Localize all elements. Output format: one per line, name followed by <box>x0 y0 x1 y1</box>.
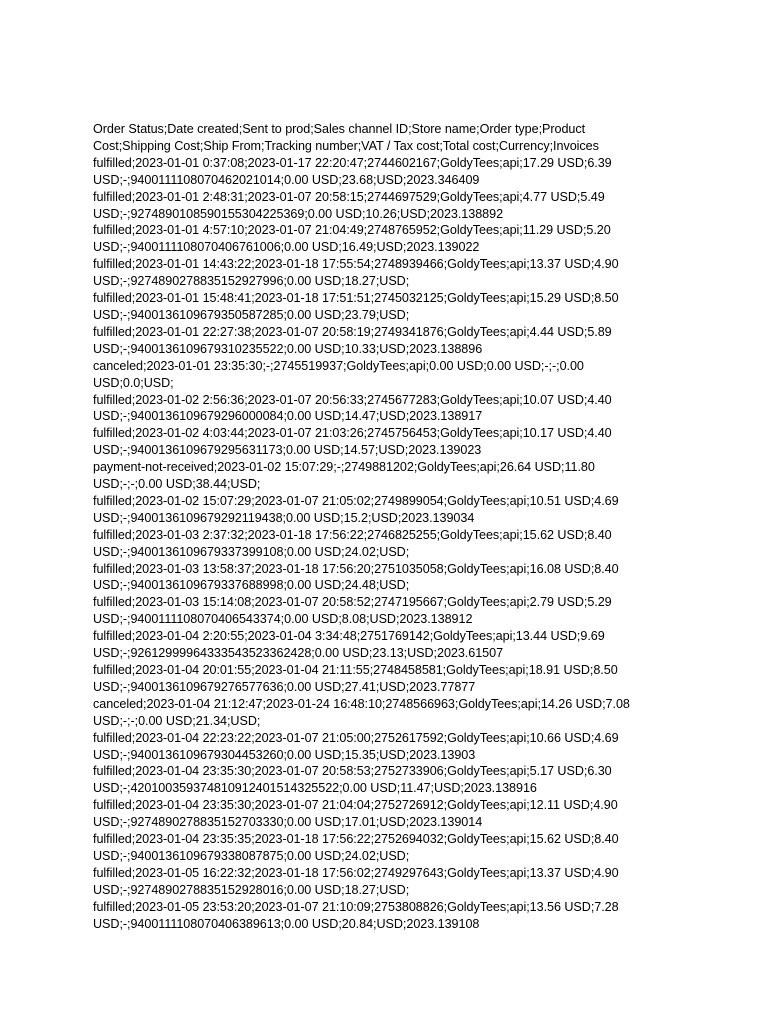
record-line: USD;-;9400136109679310235522;0.00 USD;10.33;USD;2023.138896 <box>93 341 483 356</box>
record-line: fulfilled;2023-01-04 23:35:35;2023-01-18 17:56:22;2752694032;GoldyTees;api;15.62 USD;8.40 <box>93 832 619 847</box>
record-line: canceled;2023-01-04 21:12:47;2023-01-24 16:48:10;2748566963;GoldyTees;api;14.26 USD;7.08 <box>93 696 630 711</box>
record-line: USD;0.0;USD; <box>93 375 174 390</box>
record-line: fulfilled;2023-01-03 15:14:08;2023-01-07 20:58:52;2747195667;GoldyTees;api;2.79 USD;5.29 <box>93 595 612 610</box>
record-line: USD;-;9400136109679295631173;0.00 USD;14.57;USD;2023.139023 <box>93 443 482 458</box>
record-line: USD;-;9400136109679337688998;0.00 USD;24.48;USD; <box>93 578 410 593</box>
record-line: payment-not-received;2023-01-02 15:07:29;-;2749881202;GoldyTees;api;26.64 USD;11.80 <box>93 460 595 475</box>
record-line: fulfilled;2023-01-01 14:43:22;2023-01-18 17:55:54;2748939466;GoldyTees;api;13.37 USD;4.90 <box>93 257 619 272</box>
record-line: fulfilled;2023-01-04 20:01:55;2023-01-04 21:11:55;2748458581;GoldyTees;api;18.91 USD;8.50 <box>93 663 618 677</box>
record-line: USD;-;420100359374810912401514325522;0.00 USD;11.47;USD;2023.138916 <box>93 781 537 796</box>
record-line: fulfilled;2023-01-01 4:57:10;2023-01-07 21:04:49;2748765952;GoldyTees;api;11.29 USD;5.20 <box>93 223 611 238</box>
record-line: canceled;2023-01-01 23:35:30;-;2745519937;GoldyTees;api;0.00 USD;0.00 USD;-;-;0.00 <box>93 358 584 373</box>
record-line: USD;-;9400111108070406543374;0.00 USD;8.08;USD;2023.138912 <box>93 612 473 627</box>
record-line: USD;-;-;0.00 USD;38.44;USD; <box>93 477 261 492</box>
record-line: USD;-;9400136109679304453260;0.00 USD;15.35;USD;2023.13903 <box>93 747 476 762</box>
header-line: Order Status;Date created;Sent to prod;Sales channel ID;Store name;Order type;Product <box>93 122 586 136</box>
record-line: USD;-;-;0.00 USD;21.34;USD; <box>93 713 261 728</box>
record-line: USD;-;9400136109679276577636;0.00 USD;27.41;USD;2023.77877 <box>93 679 476 694</box>
record-line: USD;-;9274890108590155304225369;0.00 USD;10.26;USD;2023.138892 <box>93 206 504 221</box>
record-line: fulfilled;2023-01-04 2:20:55;2023-01-04 3:34:48;2751769142;GoldyTees;api;13.44 USD;9.69 <box>93 629 605 644</box>
record-line: USD;-;9400136109679337399108;0.00 USD;24.02;USD; <box>93 544 410 559</box>
record-line: USD;-;9400111108070406761006;0.00 USD;16.49;USD;2023.139022 <box>93 240 480 255</box>
record-line: fulfilled;2023-01-01 2:48:31;2023-01-07 20:58:15;2744697529;GoldyTees;api;4.77 USD;5.49 <box>93 189 605 204</box>
record-line: fulfilled;2023-01-05 23:53:20;2023-01-07 21:10:09;2753808826;GoldyTees;api;13.56 USD;7.28 <box>93 899 619 914</box>
csv-text-body <box>93 121 693 933</box>
record-line: fulfilled;2023-01-04 23:35:30;2023-01-07 20:58:53;2752733906;GoldyTees;api;5.17 USD;6.30 <box>93 764 612 779</box>
record-line: fulfilled;2023-01-04 22:23:22;2023-01-07 21:05:00;2752617592;GoldyTees;api;10.66 USD;4.69 <box>93 730 619 745</box>
header-line: Cost;Shipping Cost;Ship From;Tracking number;VAT / Tax cost;Total cost;Currency;Invoices <box>93 138 599 153</box>
record-line: fulfilled;2023-01-02 4:03:44;2023-01-07 21:03:26;2745756453;GoldyTees;api;10.17 USD;4.40 <box>93 426 612 441</box>
record-line: USD;-;9400136109679338087875;0.00 USD;24.02;USD; <box>93 848 410 863</box>
record-line: fulfilled;2023-01-02 2:56:36;2023-01-07 20:56:33;2745677283;GoldyTees;api;10.07 USD;4.40 <box>93 392 612 407</box>
record-line: USD;-;9400136109679292119438;0.00 USD;15.2;USD;2023.139034 <box>93 510 475 525</box>
record-line: fulfilled;2023-01-03 2:37:32;2023-01-18 17:56:22;2746825255;GoldyTees;api;15.62 USD;8.40 <box>93 527 612 542</box>
record-line: fulfilled;2023-01-05 16:22:32;2023-01-18 17:56:02;2749297643;GoldyTees;api;13.37 USD;4.90 <box>93 865 619 880</box>
record-line: USD;-;9400136109679350587285;0.00 USD;23.79;USD; <box>93 307 410 322</box>
record-line: fulfilled;2023-01-01 22:27:38;2023-01-07 20:58:19;2749341876;GoldyTees;api;4.44 USD;5.89 <box>93 324 612 339</box>
record-line: USD;-;9400136109679296000084;0.00 USD;14.47;USD;2023.138917 <box>93 409 483 424</box>
record-line: fulfilled;2023-01-02 15:07:29;2023-01-07 21:05:02;2749899054;GoldyTees;api;10.51 USD;4.69 <box>93 493 619 508</box>
record-line: USD;-;92612999964333543523362428;0.00 USD;23.13;USD;2023.61507 <box>93 646 504 661</box>
record-line: USD;-;9400111108070406389613;0.00 USD;20.84;USD;2023.139108 <box>93 916 480 931</box>
record-line: USD;-;9274890278835152703330;0.00 USD;17.01;USD;2023.139014 <box>93 815 483 830</box>
record-line: fulfilled;2023-01-03 13:58:37;2023-01-18 17:56:20;2751035058;GoldyTees;api;16.08 USD;8.40 <box>93 561 619 576</box>
record-line: fulfilled;2023-01-04 23:35:30;2023-01-07 21:04:04;2752726912;GoldyTees;api;12.11 USD;4.90 <box>93 798 618 813</box>
record-line: USD;-;9274890278835152928016;0.00 USD;18.27;USD; <box>93 882 410 897</box>
record-line: fulfilled;2023-01-01 0:37:08;2023-01-17 22:20:47;2744602167;GoldyTees;api;17.29 USD;6.39 <box>93 155 612 170</box>
record-line: fulfilled;2023-01-01 15:48:41;2023-01-18 17:51:51;2745032125;GoldyTees;api;15.29 USD;8.50 <box>93 291 619 306</box>
record-line: USD;-;9400111108070462021014;0.00 USD;23.68;USD;2023.346409 <box>93 172 480 187</box>
record-line: USD;-;9274890278835152927996;0.00 USD;18.27;USD; <box>93 274 410 289</box>
